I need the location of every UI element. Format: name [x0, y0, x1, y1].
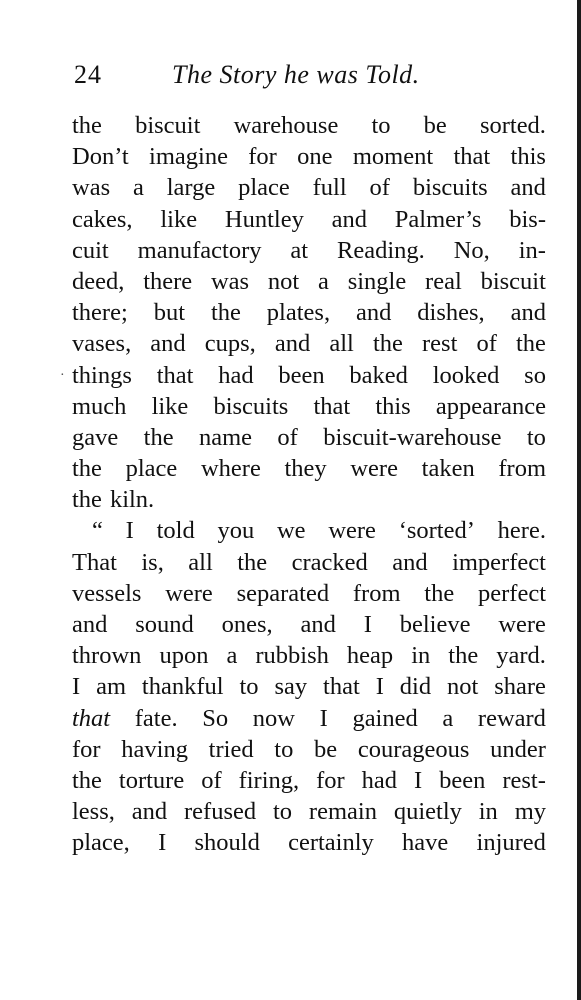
word: ‘sorted’	[398, 517, 475, 545]
word: So	[202, 704, 229, 732]
body-text	[72, 110, 546, 859]
word: in	[411, 642, 431, 670]
word: having	[121, 735, 188, 763]
word: the	[72, 455, 102, 483]
word: dishes,	[417, 299, 485, 327]
word: baked	[349, 361, 408, 389]
word: you	[217, 517, 255, 545]
text-line	[72, 204, 546, 235]
word: biscuits	[213, 392, 289, 420]
word: to	[526, 423, 546, 451]
word: for	[316, 766, 345, 794]
text-line	[72, 827, 546, 858]
word: been	[439, 766, 486, 794]
word: of	[369, 174, 390, 202]
italic-word: that	[72, 704, 111, 732]
word: a	[442, 704, 454, 732]
word: in	[478, 798, 498, 826]
word: I	[414, 766, 423, 794]
word: to	[274, 735, 294, 763]
word: be	[314, 735, 338, 763]
word: refused	[184, 798, 257, 826]
text-line	[72, 640, 546, 671]
word: and	[72, 611, 108, 638]
page-number: 24	[74, 60, 102, 89]
word: that	[313, 392, 351, 420]
word: here.	[497, 517, 546, 545]
word: to	[239, 673, 259, 701]
word: thankful	[141, 673, 224, 701]
word: less,	[72, 798, 115, 826]
word: of	[476, 330, 497, 358]
word: heap	[346, 642, 394, 670]
word: the	[210, 299, 241, 327]
word: this	[375, 392, 411, 420]
word: the	[372, 330, 403, 358]
word: imperfect	[452, 548, 546, 576]
word: like	[160, 205, 198, 233]
word: one	[297, 143, 333, 171]
word: place,	[72, 829, 130, 857]
word: rest	[422, 330, 458, 358]
word: been	[278, 361, 325, 389]
word: I	[158, 829, 167, 857]
text-line	[72, 266, 546, 297]
word: the	[515, 330, 546, 358]
word: that	[323, 673, 360, 701]
text-line	[72, 796, 546, 827]
word: gave	[72, 423, 119, 451]
word: biscuit	[480, 267, 546, 295]
text-line	[72, 110, 546, 141]
text-line	[72, 547, 546, 578]
word: full	[312, 174, 347, 202]
word: and	[274, 330, 311, 358]
word: fate.	[134, 704, 178, 732]
word: biscuits	[412, 174, 488, 202]
word: name	[198, 423, 253, 451]
word: perfect	[478, 579, 546, 607]
word: quietly	[393, 798, 462, 826]
word: gained	[352, 704, 418, 732]
word: manufactory	[137, 236, 262, 264]
word: vases,	[72, 330, 132, 358]
text-line	[72, 360, 546, 391]
text-line	[72, 422, 546, 453]
word: and	[392, 548, 428, 576]
text-line	[72, 609, 546, 640]
word: remain	[308, 798, 377, 826]
word: I	[72, 673, 81, 701]
word: of	[201, 766, 222, 794]
word: not	[267, 267, 300, 295]
word: not	[446, 673, 479, 701]
word: from	[352, 579, 401, 607]
word: a	[226, 642, 238, 670]
text-line	[72, 328, 546, 359]
word: looked	[432, 361, 500, 389]
margin-dot: ·	[60, 368, 65, 383]
text-line	[72, 703, 546, 734]
word: have	[402, 829, 449, 857]
word: deed,	[72, 267, 125, 295]
word: was	[72, 174, 111, 202]
word: vessels	[72, 579, 142, 607]
word: cakes,	[72, 205, 133, 233]
page-header	[74, 60, 544, 94]
word: I	[319, 704, 328, 732]
word: where	[200, 455, 261, 483]
word: were	[328, 517, 376, 545]
word: told	[156, 517, 195, 545]
word: that	[156, 361, 194, 389]
word: for	[72, 735, 101, 763]
word: be	[423, 112, 447, 139]
word: the	[448, 642, 479, 670]
word: for	[248, 143, 277, 171]
word: much	[72, 392, 127, 420]
word: is,	[141, 548, 164, 576]
word: Don’t	[72, 143, 129, 171]
word: appearance	[435, 392, 546, 420]
word: had	[361, 766, 398, 794]
word: I	[363, 611, 372, 638]
word: “	[92, 517, 103, 545]
word: that	[453, 143, 491, 171]
word: but	[153, 299, 186, 327]
text-line	[72, 391, 546, 422]
word: so	[524, 361, 546, 389]
word: biscuit-warehouse	[323, 423, 502, 451]
word: we	[276, 517, 306, 545]
word: I	[125, 517, 134, 545]
word: and	[331, 205, 367, 233]
word: was	[210, 267, 250, 295]
text-line	[72, 235, 546, 266]
word: my	[514, 798, 546, 826]
word: place	[125, 455, 178, 483]
word: like	[151, 392, 189, 420]
word: certainly	[288, 829, 374, 857]
text-line	[72, 453, 546, 484]
word: all	[329, 330, 354, 358]
word: to	[371, 112, 391, 139]
page-edge-shadow	[577, 0, 581, 1000]
word: kiln.	[109, 486, 155, 514]
word: and	[300, 611, 336, 638]
word: moment	[352, 143, 434, 171]
word: firing,	[238, 766, 300, 794]
text-line	[72, 172, 546, 203]
word: were	[498, 611, 546, 638]
word: the	[143, 423, 174, 451]
word: tried	[208, 735, 254, 763]
word: bis-	[509, 205, 546, 233]
word: yard.	[496, 642, 546, 670]
word: the	[237, 548, 268, 576]
word: thrown	[72, 642, 142, 670]
word: now	[252, 704, 295, 732]
word: had	[218, 361, 254, 389]
word: place	[238, 174, 290, 202]
word: cracked	[291, 548, 368, 576]
word: this	[510, 143, 546, 171]
word: plates,	[266, 299, 331, 327]
word: single	[347, 267, 407, 295]
word: all	[188, 548, 213, 576]
word: courageous	[357, 735, 470, 763]
word: cups,	[204, 330, 256, 358]
text-line	[72, 578, 546, 609]
text-line	[72, 765, 546, 796]
word: sorted.	[479, 112, 546, 139]
word: the	[424, 579, 455, 607]
word: That	[72, 548, 117, 576]
word: there;	[72, 299, 128, 327]
word: there	[143, 267, 193, 295]
text-line	[72, 141, 546, 172]
word: real	[425, 267, 462, 295]
word: say	[274, 673, 308, 701]
word: taken	[421, 455, 475, 483]
text-line	[72, 734, 546, 765]
word: and	[150, 330, 186, 358]
word: in-	[518, 236, 546, 264]
word: rest-	[502, 766, 546, 794]
word: large	[166, 174, 216, 202]
word: and	[510, 174, 546, 202]
word: biscuit	[135, 112, 201, 139]
word: at	[290, 236, 309, 264]
word: Reading.	[337, 236, 425, 264]
word: they	[284, 455, 327, 483]
word: were	[165, 579, 213, 607]
word: the	[72, 766, 102, 794]
word: and	[510, 299, 546, 327]
word: I	[375, 673, 384, 701]
word: the	[72, 112, 102, 139]
text-line	[72, 671, 546, 702]
running-title: The Story he was Told.	[172, 60, 420, 89]
word: ones,	[221, 611, 273, 638]
text-line	[72, 484, 546, 515]
word: to	[272, 798, 293, 826]
word: did	[399, 673, 432, 701]
word: reward	[477, 704, 546, 732]
word: of	[277, 423, 298, 451]
word: No,	[453, 236, 490, 264]
word: and	[131, 798, 168, 826]
word: upon	[159, 642, 209, 670]
word: imagine	[149, 143, 228, 171]
word: were	[350, 455, 398, 483]
word: warehouse	[233, 112, 339, 139]
word: from	[498, 455, 546, 483]
word: should	[194, 829, 260, 857]
word: separated	[236, 579, 330, 607]
word: the	[72, 486, 102, 514]
word: under	[490, 735, 546, 763]
word: injured	[476, 829, 546, 857]
text-line	[72, 297, 546, 328]
word: am	[96, 673, 127, 701]
word: believe	[399, 611, 471, 638]
word: Palmer’s	[394, 205, 482, 233]
word: cuit	[72, 236, 109, 264]
word: torture	[118, 766, 185, 794]
word: sound	[135, 611, 194, 638]
text-line	[72, 515, 546, 546]
word: share	[494, 673, 546, 701]
word: rubbish	[255, 642, 329, 670]
word: a	[318, 267, 329, 295]
word: and	[356, 299, 392, 327]
word: things	[72, 361, 132, 389]
word: a	[132, 174, 144, 202]
word: Huntley	[224, 205, 304, 233]
